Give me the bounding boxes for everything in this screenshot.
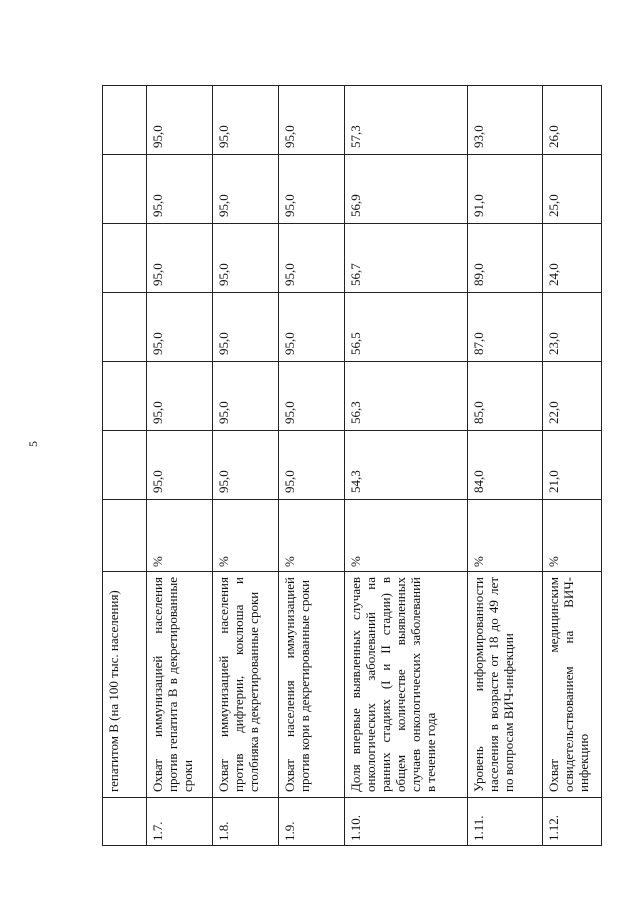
value-cell: 84,0 (467, 431, 542, 500)
indicator-name-cell: Охват населения иммунизацией против кори в декретированные сроки (278, 572, 344, 798)
value-cell: 24,0 (542, 224, 601, 293)
unit-cell: % (344, 500, 467, 572)
value-cell (103, 155, 147, 224)
indicator-name-cell: Охват иммунизацией населения против гепатита В в декретированные сроки (146, 572, 212, 798)
value-cell (103, 431, 147, 500)
unit-cell: % (278, 500, 344, 572)
value-cell: 56,3 (344, 362, 467, 431)
value-cell: 95,0 (278, 86, 344, 155)
rotated-table-container (102, 86, 602, 846)
row-number-cell (103, 798, 147, 846)
value-cell: 56,7 (344, 224, 467, 293)
row-number-cell: 1.9. (278, 798, 344, 846)
table-row (278, 86, 344, 846)
value-cell: 95,0 (278, 431, 344, 500)
value-cell: 95,0 (146, 86, 212, 155)
value-cell: 95,0 (146, 362, 212, 431)
value-cell (103, 86, 147, 155)
indicator-name-cell: гепатитом В (на 100 тыс. населения) (103, 572, 147, 798)
table-row (103, 86, 147, 846)
row-number-cell: 1.8. (212, 798, 278, 846)
value-cell: 95,0 (146, 224, 212, 293)
table-row (542, 86, 601, 846)
value-cell (103, 293, 147, 362)
value-cell: 95,0 (278, 362, 344, 431)
value-cell: 85,0 (467, 362, 542, 431)
value-cell: 56,5 (344, 293, 467, 362)
value-cell: 95,0 (212, 155, 278, 224)
value-cell (103, 224, 147, 293)
table-row (146, 86, 212, 846)
value-cell: 25,0 (542, 155, 601, 224)
value-cell: 26,0 (542, 86, 601, 155)
row-number-cell: 1.7. (146, 798, 212, 846)
unit-cell: % (146, 500, 212, 572)
value-cell: 95,0 (146, 431, 212, 500)
value-cell: 95,0 (146, 155, 212, 224)
value-cell: 93,0 (467, 86, 542, 155)
indicator-name-cell: Уровень информированности населения в возрасте от 18 до 49 лет по вопросам ВИЧ-инфекции (467, 572, 542, 798)
value-cell: 95,0 (212, 362, 278, 431)
value-cell: 95,0 (278, 155, 344, 224)
table-body (103, 86, 602, 846)
unit-cell: % (212, 500, 278, 572)
indicator-name-cell: Охват иммунизацией населения против дифтерии, коклюша и столбняка в декретированные сроки (212, 572, 278, 798)
value-cell: 95,0 (212, 86, 278, 155)
value-cell: 91,0 (467, 155, 542, 224)
value-cell: 54,3 (344, 431, 467, 500)
value-cell: 95,0 (278, 293, 344, 362)
unit-cell: % (467, 500, 542, 572)
row-number-cell: 1.11. (467, 798, 542, 846)
value-cell: 95,0 (212, 224, 278, 293)
row-number-cell: 1.12. (542, 798, 601, 846)
value-cell: 22,0 (542, 362, 601, 431)
value-cell: 95,0 (278, 224, 344, 293)
value-cell: 21,0 (542, 431, 601, 500)
table-row (467, 86, 542, 846)
value-cell: 56,9 (344, 155, 467, 224)
table-row (212, 86, 278, 846)
unit-cell (103, 500, 147, 572)
page-number: 5 (26, 441, 40, 447)
value-cell: 95,0 (212, 293, 278, 362)
value-cell: 95,0 (212, 431, 278, 500)
value-cell: 23,0 (542, 293, 601, 362)
row-number-cell: 1.10. (344, 798, 467, 846)
indicators-table (102, 85, 602, 846)
value-cell: 95,0 (146, 293, 212, 362)
unit-cell: % (542, 500, 601, 572)
value-cell: 89,0 (467, 224, 542, 293)
indicator-name-cell: Охват медицинским освидетельствованием на ВИЧ-инфекцию (542, 572, 601, 798)
value-cell: 57,3 (344, 86, 467, 155)
value-cell: 87,0 (467, 293, 542, 362)
indicator-name-cell: Доля впервые выявленных случаев онкологических заболеваний на ранних стадиях (I и II стадии) в общем количестве выявленных случаев онкологических заболеваний в течение года (344, 572, 467, 798)
table-row (344, 86, 467, 846)
value-cell (103, 362, 147, 431)
